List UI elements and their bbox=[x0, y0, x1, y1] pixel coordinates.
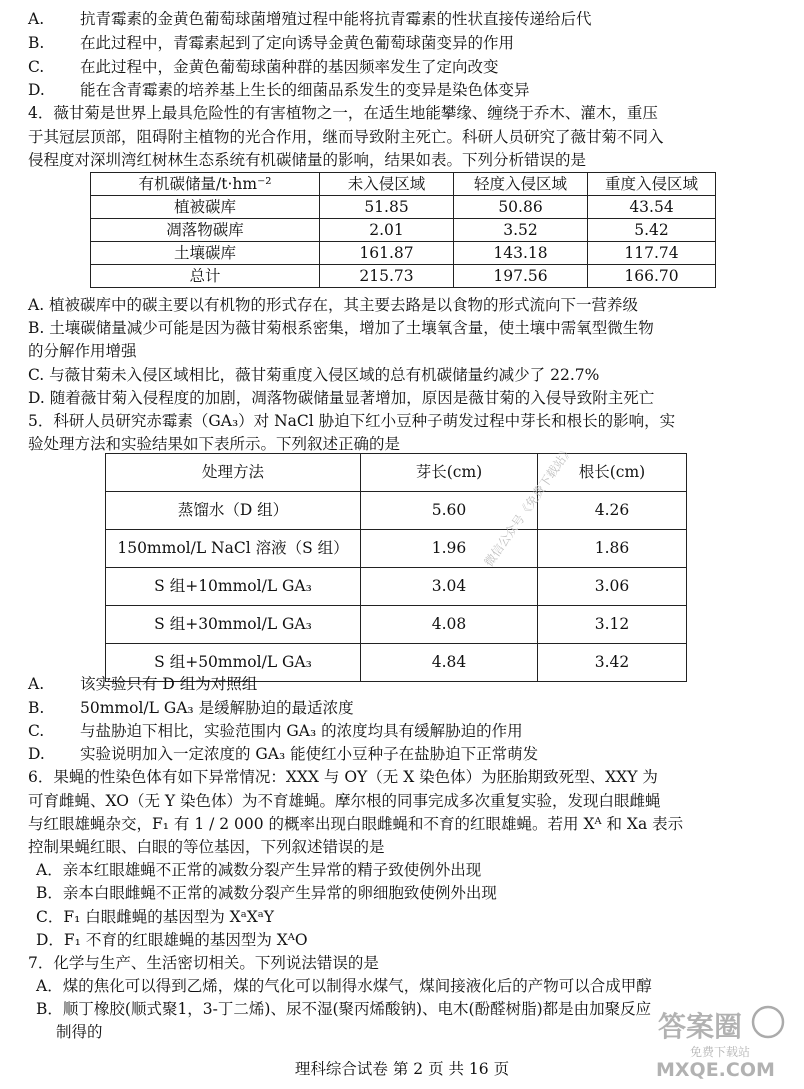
table-cell: 150mmol/L NaCl 溶液（S 组） bbox=[106, 530, 361, 568]
q7-option-a: A．煤的焦化可以得到乙烯，煤的气化可以制得水煤气，煤间接液化后的产物可以合成甲醇 bbox=[36, 977, 652, 995]
table-cell: 161.87 bbox=[320, 242, 454, 265]
table-row bbox=[91, 196, 716, 219]
table-cell: 215.73 bbox=[320, 265, 454, 288]
table-header-cell: 轻度入侵区域 bbox=[454, 173, 588, 196]
table-cell: 4.84 bbox=[361, 644, 538, 682]
q5-option-b: B. 50mmol/L GA₃ 是缓解胁迫的最适浓度 bbox=[28, 699, 354, 717]
table-cell: 1.86 bbox=[538, 530, 687, 568]
q5-ga3-table bbox=[105, 453, 687, 682]
table-cell: 3.04 bbox=[361, 568, 538, 606]
q4-option-b-cont: 的分解作用增强 bbox=[28, 342, 137, 360]
q6-option-c: C．F₁ 白眼雌蝇的基因型为 XᵃXᵃY bbox=[36, 908, 274, 926]
table-cell: 蒸馏水（D 组） bbox=[106, 492, 361, 530]
q4-stem-line2: 于其冠层顶部，阻碍附主植物的光合作用，继而导致附主死亡。科研人员研究了薇甘菊不同入 bbox=[28, 128, 664, 146]
table-cell: 3.52 bbox=[454, 219, 588, 242]
q7-option-b-cont: 制得的 bbox=[56, 1023, 103, 1041]
q6-stem-line3: 与红眼雄蝇杂交，F₁ 有 1 / 2 000 的概率出现白眼雌蝇和不育的红眼雄蝇。若用 Xᴬ 和 Xa 表示 bbox=[28, 815, 684, 833]
table-row bbox=[91, 242, 716, 265]
table-cell: S 组+10mmol/L GA₃ bbox=[106, 568, 361, 606]
q6-option-d: D．F₁ 不育的红眼雄蝇的基因型为 XᴬO bbox=[36, 931, 308, 949]
table-row bbox=[106, 568, 687, 606]
table-header-row bbox=[91, 173, 716, 196]
q6-stem-line2: 可育雌蝇、XO（无 Y 染色体）为不育雄蝇。摩尔根的同事完成多次重复实验，发现白眼雌蝇 bbox=[28, 792, 661, 810]
table-cell: 4.26 bbox=[538, 492, 687, 530]
table-cell: 50.86 bbox=[454, 196, 588, 219]
q6-stem-line1: 6．果蝇的性染色体有如下异常情况：XXX 与 OY（无 X 染色体）为胚胎期致死型、XXY 为 bbox=[28, 768, 658, 786]
table-cell: 3.06 bbox=[538, 568, 687, 606]
q6-stem-line4: 控制果蝇红眼、白眼的等位基因，下列叙述错误的是 bbox=[28, 838, 385, 856]
q3-option-b: B. 在此过程中，青霉素起到了定向诱导金黄色葡萄球菌变异的作用 bbox=[28, 34, 515, 52]
q4-stem-line3: 侵程度对深圳湾红树林生态系统有机碳储量的影响，结果如表。下列分析错误的是 bbox=[28, 151, 587, 169]
table-header-cell: 有机碳储量/t·hm⁻² bbox=[91, 173, 320, 196]
table-cell: 凋落物碳库 bbox=[91, 219, 320, 242]
table-cell: 5.42 bbox=[588, 219, 716, 242]
table-cell: 143.18 bbox=[454, 242, 588, 265]
q4-option-b: B. 土壤碳储量减少可能是因为薇甘菊根系密集，增加了土壤氧含量，使土壤中需氧型微生物 bbox=[28, 319, 654, 337]
q7-stem: 7．化学与生产、生活密切相关。下列说法错误的是 bbox=[28, 954, 379, 972]
table-row bbox=[106, 530, 687, 568]
table-row bbox=[91, 265, 716, 288]
table-header-cell: 处理方法 bbox=[106, 454, 361, 492]
q6-option-b: B．亲本白眼雌蝇不正常的减数分裂产生异常的卵细胞致使例外出现 bbox=[36, 884, 497, 902]
table-cell: 3.12 bbox=[538, 606, 687, 644]
table-cell: 植被碳库 bbox=[91, 196, 320, 219]
table-cell: 43.54 bbox=[588, 196, 716, 219]
q5-stem-line1: 5．科研人员研究赤霉素（GA₃）对 NaCl 胁迫下红小豆种子萌发过程中芽长和根长的影响，实 bbox=[28, 412, 676, 430]
table-cell: 51.85 bbox=[320, 196, 454, 219]
table-cell: 197.56 bbox=[454, 265, 588, 288]
q3-option-a: A. 抗青霉素的金黄色葡萄球菌增殖过程中能将抗青霉素的性状直接传递给后代 bbox=[28, 10, 592, 28]
table-cell: 4.08 bbox=[361, 606, 538, 644]
q4-option-d: D. 随着薇甘菊入侵程度的加剧，凋落物碳储量显著增加，原因是薇甘菊的入侵导致附主死亡 bbox=[28, 389, 655, 407]
q5-option-c: C. 与盐胁迫下相比，实验范围内 GA₃ 的浓度均具有缓解胁迫的作用 bbox=[28, 722, 523, 740]
page-footer: 理科综合试卷 第 2 页 共 16 页 bbox=[294, 1060, 510, 1078]
q5-option-d: D. 实验说明加入一定浓度的 GA₃ 能使红小豆种子在盐胁迫下正常萌发 bbox=[28, 745, 539, 763]
table-cell: 166.70 bbox=[588, 265, 716, 288]
logo-url: MXQE.COM bbox=[656, 1059, 775, 1080]
q4-stem-line1: 4．薇甘菊是世界上最具危险性的有害植物之一，在适生地能攀缘、缠绕于乔木、灌木，重压 bbox=[28, 104, 658, 122]
table-cell: S 组+50mmol/L GA₃ bbox=[106, 644, 361, 682]
table-row bbox=[91, 219, 716, 242]
q4-option-c: C. 与薇甘菊未入侵区域相比，薇甘菊重度入侵区域的总有机碳储量约减少了 22.7% bbox=[28, 366, 600, 384]
q3-option-c: C. 在此过程中，金黄色葡萄球菌种群的基因频率发生了定向改变 bbox=[28, 58, 499, 76]
q6-option-a: A．亲本红眼雄蝇不正常的减数分裂产生异常的精子致使例外出现 bbox=[36, 861, 482, 879]
table-cell: 1.96 bbox=[361, 530, 538, 568]
watermark-text: 微信公众号《免费下载站》 bbox=[481, 443, 576, 570]
q5-option-a: A. 该实验只有 D 组为对照组 bbox=[28, 675, 258, 693]
table-cell: 总计 bbox=[91, 265, 320, 288]
table-cell: 5.60 bbox=[361, 492, 538, 530]
table-cell: 3.42 bbox=[538, 644, 687, 682]
logo-subtext: 免费下载站 bbox=[690, 1045, 751, 1059]
table-header-row bbox=[106, 454, 687, 492]
q3-option-d: D. 能在含青霉素的培养基上生长的细菌品系发生的变异是染色体变异 bbox=[28, 81, 530, 99]
q4-option-a: A. 植被碳库中的碳主要以有机物的形式存在，其主要去路是以食物的形式流向下一营养级 bbox=[28, 296, 639, 314]
table-cell: 117.74 bbox=[588, 242, 716, 265]
q4-carbon-table bbox=[90, 172, 716, 288]
table-row bbox=[106, 606, 687, 644]
q7-option-b: B．顺丁橡胶(顺式聚1，3-丁二烯)、尿不湿(聚丙烯酸钠)、电木(酚醛树脂)都是由加聚反应 bbox=[36, 1000, 652, 1018]
table-cell: 土壤碳库 bbox=[91, 242, 320, 265]
table-header-cell: 根长(cm) bbox=[538, 454, 687, 492]
table-cell: 2.01 bbox=[320, 219, 454, 242]
table-header-cell: 重度入侵区域 bbox=[588, 173, 716, 196]
table-cell: S 组+30mmol/L GA₃ bbox=[106, 606, 361, 644]
q5-stem-line2: 验处理方法和实验结果如下表所示。下列叙述正确的是 bbox=[28, 435, 401, 453]
table-header-cell: 芽长(cm) bbox=[361, 454, 538, 492]
table-header-cell: 未入侵区域 bbox=[320, 173, 454, 196]
logo-text: 答案圈 bbox=[658, 1010, 743, 1043]
table-row bbox=[106, 492, 687, 530]
